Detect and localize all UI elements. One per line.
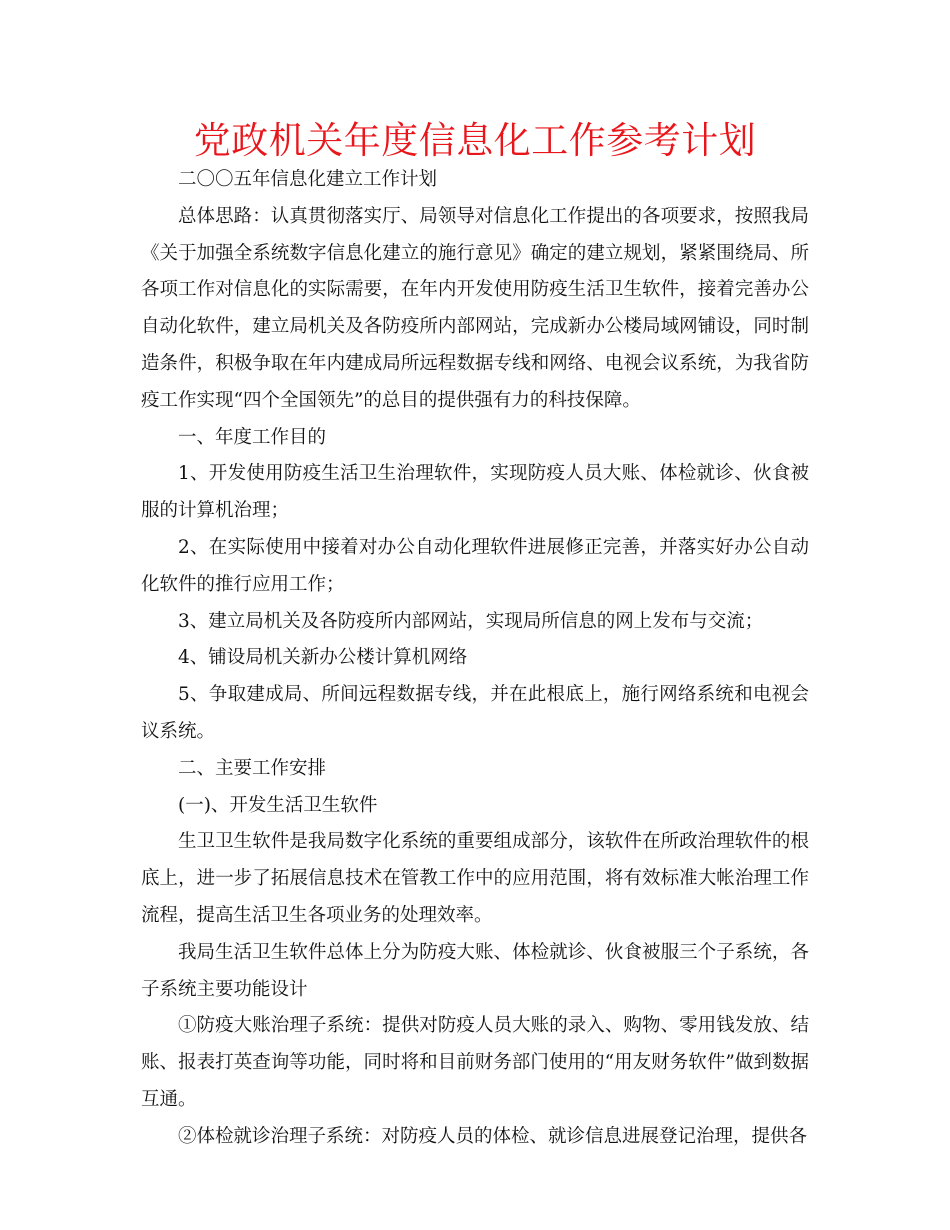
subheading-software-development: (一)、开发生活卫生软件 <box>178 794 378 816</box>
list-item-subsystem-ledger: ①防疫大账治理子系统：提供对防疫人员大账的录入、购物、零用钱发放、结账、报表打英查询等功能，同时将和目前财务部门使用的“用友财务软件”做到数据互通。 <box>141 1015 809 1110</box>
heading-main-arrangements: 二、主要工作安排 <box>178 757 327 779</box>
document-title: 党政机关年度信息化工作参考计划 <box>193 119 757 162</box>
paragraph-subsystems: 我局生活卫生软件总体上分为防疫大账、体检就诊、伙食被服三个子系统，各子系统主要功能设计 <box>141 941 809 1000</box>
paragraph-overall-approach: 总体思路：认真贯彻落实厅、局领导对信息化工作提出的各项要求，按照我局《关于加强全系统数字信息化建立的施行意见》确定的建立规划，紧紧围绕局、所各项工作对信息化的实际需要，在年内开发使用防疫生活卫生软件，接着完善办公自动化软件，建立局机关及各防疫所内部网站，完成新办公楼局域网铺设，同时制造条件，积极争取在年内建成局所远程数据专线和网络、电视会议系统，为我省防疫工作实现“四个全国领先”的总目的提供强有力的科技保障。 <box>141 205 809 411</box>
list-item-goal-1: 1、开发使用防疫生活卫生治理软件，实现防疫人员大账、体检就诊、伙食被服的计算机治理； <box>141 463 809 522</box>
list-item-goal-5: 5、争取建成局、所间远程数据专线，并在此根底上，施行网络系统和电视会议系统。 <box>141 684 809 742</box>
list-item-subsystem-medical: ②体检就诊治理子系统：对防疫人员的体检、就诊信息进展登记治理，提供各 <box>178 1125 808 1147</box>
list-item-goal-3: 3、建立局机关及各防疫所内部网站，实现局所信息的网上发布与交流； <box>178 610 764 632</box>
document-body <box>141 162 809 1156</box>
paragraph-software-intro: 生卫卫生软件是我局数字化系统的重要组成部分，该软件在所政治理软件的根底上，进一步了拓展信息技术在管教工作中的应用范围，将有效标准大帐治理工作流程，提高生活卫生各项业务的处理效率。 <box>141 831 809 926</box>
list-item-goal-4: 4、铺设局机关新办公楼计算机网络 <box>178 647 468 669</box>
paragraph-plan-name: 二〇〇五年信息化建立工作计划 <box>178 169 438 190</box>
list-item-goal-2: 2、在实际使用中接着对办公自动化理软件进展修正完善，并落实好办公自动化软件的推行应用工作； <box>141 536 809 595</box>
heading-annual-goals: 一、年度工作目的 <box>178 426 327 448</box>
